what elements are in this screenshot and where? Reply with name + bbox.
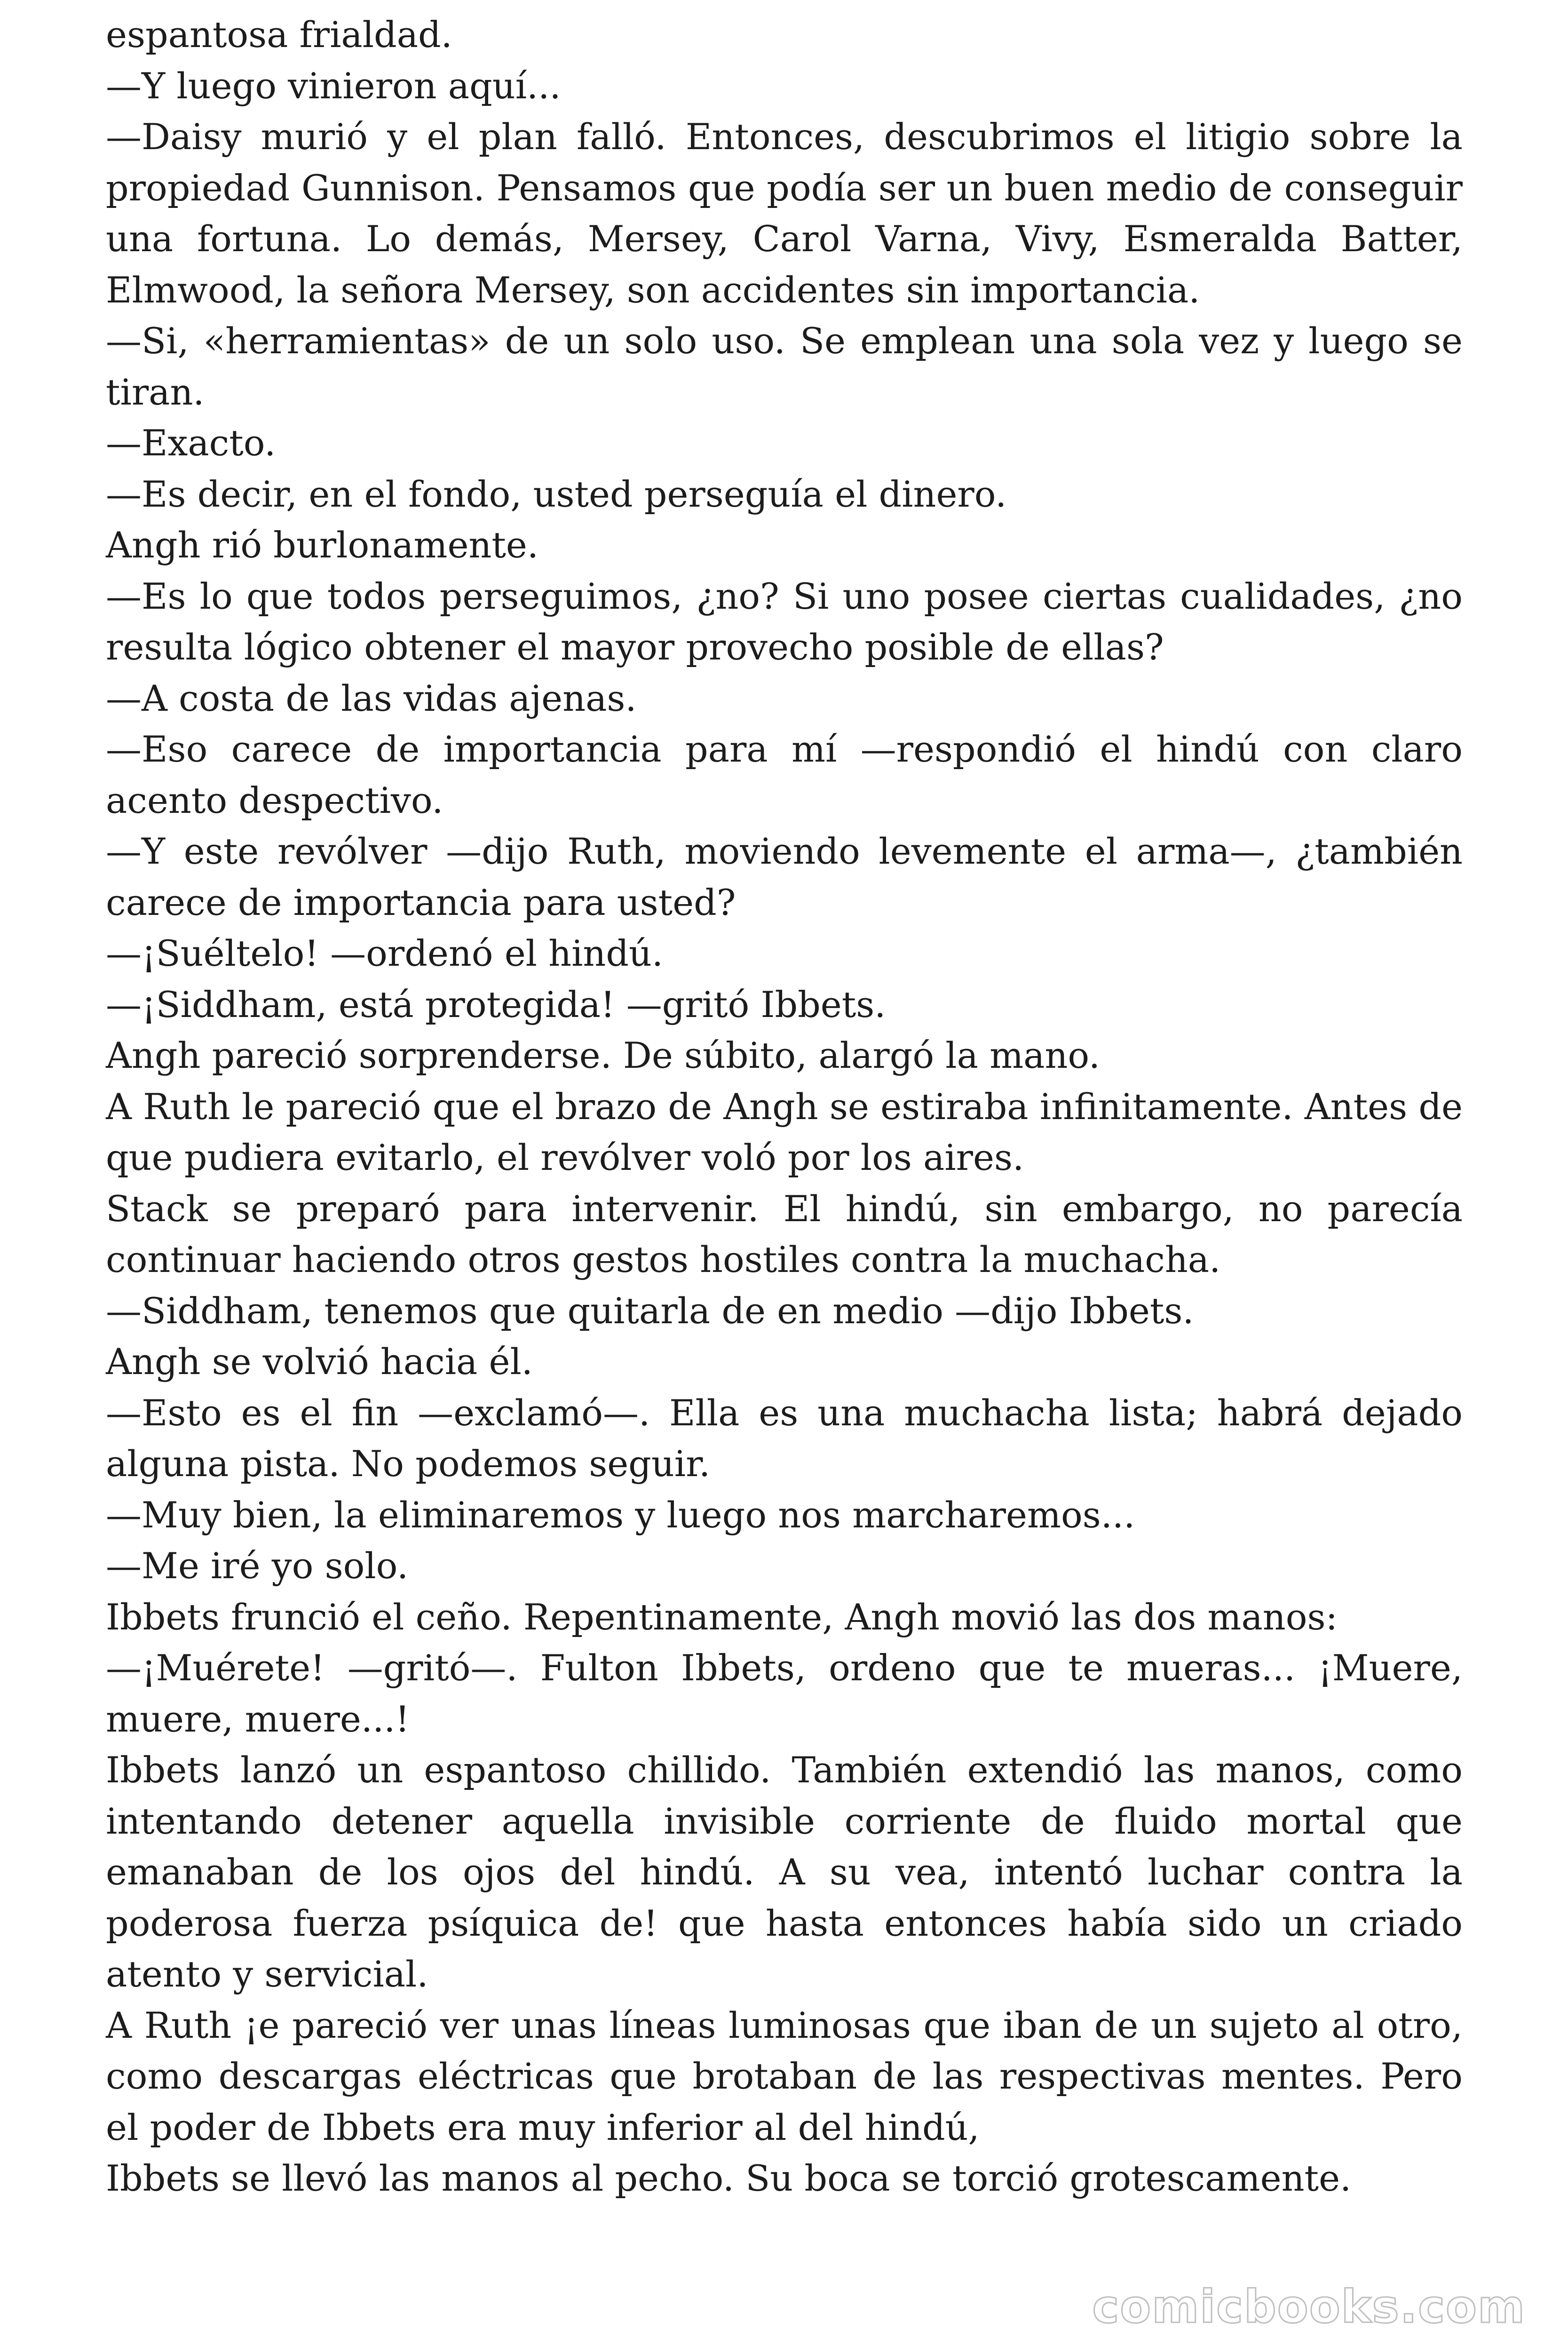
paragraph: —A costa de las vidas ajenas. xyxy=(106,677,637,719)
paragraph: —Es lo que todos perseguimos, ¿no? Si uno posee ciertas cualidades, ¿no resulta lógico obtener el mayor provecho posible de ellas? xyxy=(106,575,1463,668)
paragraph: Angh se volvió hacia él. xyxy=(106,1341,533,1383)
paragraph: —Y este revólver —dijo Ruth, moviendo levemente el arma—, ¿también carece de importancia para usted? xyxy=(106,830,1463,923)
paragraph: —Muy bien, la eliminaremos y luego nos marcharemos... xyxy=(106,1494,1135,1536)
paragraph: Angh rió burlonamente. xyxy=(106,524,539,566)
paragraph: —Siddham, tenemos que quitarla de en medio —dijo Ibbets. xyxy=(106,1289,1194,1332)
page-text xyxy=(106,9,1463,2204)
paragraph: —¡Suéltelo! —ordenó el hindú. xyxy=(106,932,664,974)
paragraph: A Ruth le pareció que el brazo de Angh se estiraba infinitamente. Antes de que pudiera evitarlo, el revólver voló por los aires. xyxy=(106,1085,1463,1178)
paragraph: —¡Muérete! —gritó—. Fulton Ibbets, ordeno que te mueras... ¡Muere, muere, muere...! xyxy=(106,1647,1463,1740)
paragraph: Ibbets se llevó las manos al pecho. Su boca se torció grotescamente. xyxy=(106,2157,1352,2199)
paragraph: —Esto es el fin —exclamó—. Ella es una muchacha lista; habrá dejado alguna pista. No podemos seguir. xyxy=(106,1391,1463,1485)
paragraph: —Daisy murió y el plan falló. Entonces, descubrimos el litigio sobre la propiedad Gunnison. Pensamos que podía ser un buen medio de conseguir una fortuna. Lo demás, Mersey, Carol Varna, Vivy, Esmeralda Batter, Elmwood, la señora Mersey, son accidentes sin importancia. xyxy=(106,116,1463,311)
paragraph: —Me iré yo solo. xyxy=(106,1545,409,1587)
watermark-logo: comicbooks.com xyxy=(1092,2280,1526,2333)
paragraph: Ibbets lanzó un espantoso chillido. También extendió las manos, como intentando detener aquella invisible corriente de fluido mortal que emanaban de los ojos del hindú. A su vea, intentó luchar contra la poderosa fuerza psíquica de! que hasta entonces había sido un criado atento y servicial. xyxy=(106,1749,1463,1995)
paragraph: —Es decir, en el fondo, usted perseguía el dinero. xyxy=(106,473,1007,515)
paragraph: —Y luego vinieron aquí... xyxy=(106,64,561,107)
paragraph: espantosa frialdad. xyxy=(106,14,452,56)
paragraph: —Si, «herramientas» de un solo uso. Se emplean una sola vez y luego se tiran. xyxy=(106,320,1463,413)
paragraph: Stack se preparó para intervenir. El hindú, sin embargo, no parecía continuar haciendo otros gestos hostiles contra la muchacha. xyxy=(106,1187,1463,1280)
paragraph: A Ruth ¡e pareció ver unas líneas luminosas que iban de un sujeto al otro, como descargas eléctricas que brotaban de las respectivas mentes. Pero el poder de Ibbets era muy inferior al del hindú, xyxy=(106,2004,1463,2148)
paragraph: —Exacto. xyxy=(106,422,276,464)
paragraph: —Eso carece de importancia para mí —respondió el hindú con claro acento despectivo. xyxy=(106,728,1463,821)
paragraph: Ibbets frunció el ceño. Repentinamente, Angh movió las dos manos: xyxy=(106,1596,1338,1638)
paragraph: Angh pareció sorprenderse. De súbito, alargó la mano. xyxy=(106,1034,1100,1076)
paragraph: —¡Siddham, está protegida! —gritó Ibbets. xyxy=(106,983,886,1025)
